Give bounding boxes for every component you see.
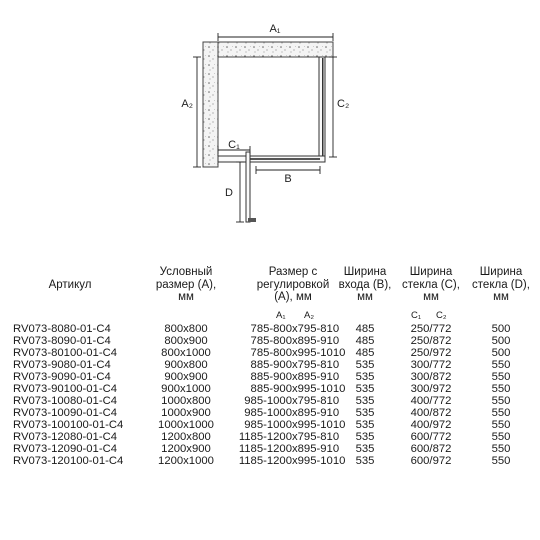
- table-cell-b: 535: [355, 455, 375, 467]
- header-glass-c: Ширина стекла (C), мм: [402, 266, 460, 303]
- table-cell-a1: 985-1000: [244, 407, 292, 419]
- table-cell-a2: x995-1010: [292, 455, 346, 467]
- subheader-c1: C₁: [411, 310, 422, 321]
- table-cell-c: 250/972: [410, 347, 452, 359]
- table-cell-c: 600/872: [410, 443, 452, 455]
- table-cell-b: 535: [355, 419, 375, 431]
- table-cell-d: 500: [491, 347, 511, 359]
- table-cell-size: 1200x900: [161, 443, 211, 455]
- table-cell-article: RV073-12090-01-C4: [13, 443, 118, 455]
- table-cell-d: 550: [491, 419, 511, 431]
- header-adjust: Размер с регулировкой (A), мм: [256, 266, 330, 303]
- table-cell-b: 535: [355, 383, 375, 395]
- table-cell-d: 550: [491, 383, 511, 395]
- table-cell-c: 400/872: [410, 407, 452, 419]
- table-cell-b: 535: [355, 431, 375, 443]
- table-cell-size: 1000x800: [161, 395, 211, 407]
- label-c2: C₂: [337, 98, 350, 110]
- table-cell-c: 300/972: [410, 383, 452, 395]
- table-cell-b: 535: [355, 371, 375, 383]
- table-cell-a2: x995-1010: [292, 347, 346, 359]
- table-cell-b: 535: [355, 407, 375, 419]
- table-cell-article: RV073-9080-01-C4: [13, 359, 111, 371]
- table-cell-a2: x995-1010: [292, 419, 346, 431]
- table-cell-article: RV073-10080-01-C4: [13, 395, 118, 407]
- table-cell-size: 1000x900: [161, 407, 211, 419]
- table-cell-a1: 885-900: [250, 383, 292, 395]
- table-cell-b: 535: [355, 359, 375, 371]
- table-cell-a1: 985-1000: [244, 395, 292, 407]
- table-cell-a2: x795-810: [292, 395, 340, 407]
- table-cell-article: RV073-8080-01-C4: [13, 323, 111, 335]
- table-cell-d: 550: [491, 407, 511, 419]
- table-cell-a1: 1185-1200: [238, 455, 292, 467]
- label-b: B: [284, 173, 292, 185]
- subheader-a1: A₁: [276, 310, 286, 321]
- table-cell-a2: x895-910: [292, 443, 340, 455]
- table-cell-b: 535: [355, 395, 375, 407]
- label-a2: A₂: [181, 98, 193, 110]
- table-cell-d: 500: [491, 335, 511, 347]
- header-entry: Ширина входа (B), мм: [338, 266, 392, 303]
- table-cell-article: RV073-80100-01-C4: [13, 347, 118, 359]
- table-cell-a1: 785-800: [250, 347, 292, 359]
- table-cell-c: 600/972: [410, 455, 452, 467]
- table-cell-a2: x895-910: [292, 407, 340, 419]
- table-cell-a2: x995-1010: [292, 383, 346, 395]
- table-cell-c: 400/972: [410, 419, 452, 431]
- header-size: Условный размер (A), мм: [155, 266, 217, 303]
- table-cell-a2: x895-910: [292, 371, 340, 383]
- subheader-c2: C₂: [436, 310, 447, 321]
- label-c1: C₁: [228, 139, 240, 151]
- table-cell-size: 1000x1000: [158, 419, 214, 431]
- table-cell-article: RV073-8090-01-C4: [13, 335, 111, 347]
- table-cell-c: 250/772: [410, 323, 452, 335]
- table-cell-article: RV073-10090-01-C4: [13, 407, 118, 419]
- table-cell-b: 485: [355, 323, 375, 335]
- table-cell-d: 550: [491, 443, 511, 455]
- table-cell-b: 535: [355, 443, 375, 455]
- table-cell-size: 1200x800: [161, 431, 211, 443]
- table-cell-size: 900x1000: [161, 383, 211, 395]
- table-cell-a1: 785-800: [250, 335, 292, 347]
- table-cell-a1: 985-1000: [244, 419, 292, 431]
- table-cell-article: RV073-9090-01-C4: [13, 371, 111, 383]
- table-cell-size: 800x900: [164, 335, 208, 347]
- table-cell-c: 300/772: [410, 359, 452, 371]
- wall-hatching: [203, 42, 333, 167]
- table-cell-article: RV073-90100-01-C4: [13, 383, 118, 395]
- table-cell-d: 500: [491, 323, 511, 335]
- shower-enclosure-diagram: [0, 0, 540, 245]
- table-cell-a1: 785-800: [250, 323, 292, 335]
- table-cell-c: 600/772: [410, 431, 452, 443]
- table-cell-size: 1200x1000: [158, 455, 214, 467]
- table-cell-article: RV073-120100-01-C4: [13, 455, 124, 467]
- table-cell-size: 900x800: [164, 359, 208, 371]
- table-cell-d: 550: [491, 431, 511, 443]
- subheader-a2: A₂: [304, 310, 315, 321]
- table-cell-d: 550: [491, 455, 511, 467]
- table-cell-d: 550: [491, 359, 511, 371]
- table-cell-c: 250/872: [410, 335, 452, 347]
- table-cell-c: 300/872: [410, 371, 452, 383]
- table-cell-b: 485: [355, 347, 375, 359]
- table-cell-a2: x795-810: [292, 359, 340, 371]
- table-cell-d: 550: [491, 395, 511, 407]
- table-cell-d: 550: [491, 371, 511, 383]
- table-cell-a2: x795-810: [292, 431, 340, 443]
- table-cell-a1: 1185-1200: [238, 431, 292, 443]
- header-glass-d: Ширина стекла (D), мм: [472, 266, 530, 303]
- label-a1: A₁: [269, 23, 281, 35]
- table-cell-article: RV073-12080-01-C4: [13, 431, 118, 443]
- table-cell-a1: 885-900: [250, 359, 292, 371]
- header-article: Артикул: [48, 279, 92, 291]
- table-cell-c: 400/772: [410, 395, 452, 407]
- table-cell-a2: x795-810: [292, 323, 340, 335]
- table-cell-a2: x895-910: [292, 335, 340, 347]
- table-cell-a1: 885-900: [250, 371, 292, 383]
- table-cell-article: RV073-100100-01-C4: [13, 419, 124, 431]
- table-cell-size: 800x1000: [161, 347, 211, 359]
- label-d: D: [225, 187, 233, 199]
- table-cell-size: 900x900: [164, 371, 208, 383]
- table-cell-b: 485: [355, 335, 375, 347]
- table-cell-size: 800x800: [164, 323, 208, 335]
- table-cell-a1: 1185-1200: [238, 443, 292, 455]
